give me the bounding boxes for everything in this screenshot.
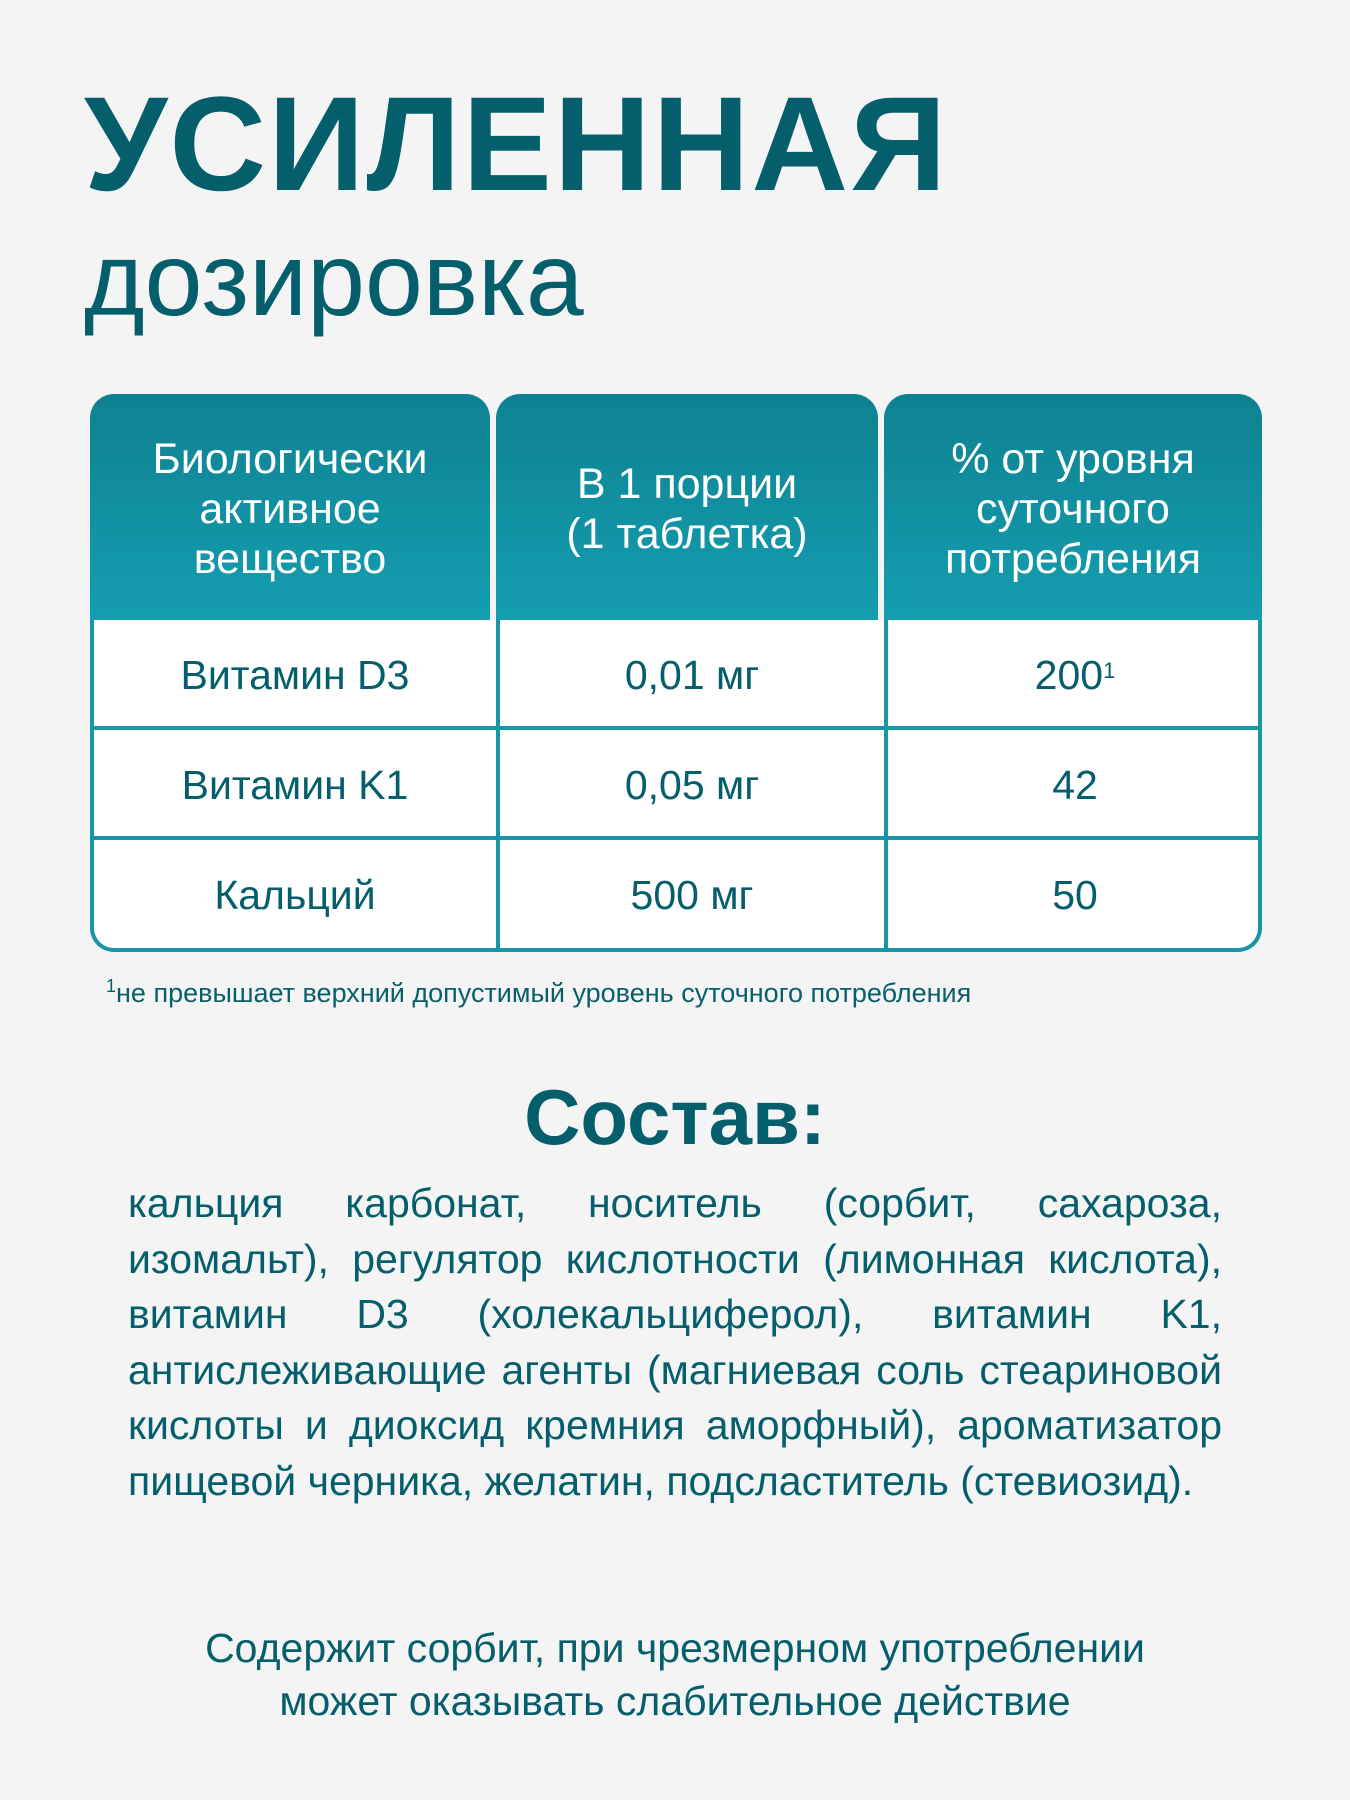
composition-title: Состав: <box>524 1073 826 1161</box>
table-body <box>90 620 1262 952</box>
column-header-percent: % от уровня суточного потребления <box>884 394 1262 624</box>
cell-substance: Кальций <box>214 871 376 918</box>
column-header-substance: Биологически активное вещество <box>90 394 490 624</box>
table-row <box>94 730 1258 840</box>
cell-dose: 500 мг <box>630 871 754 918</box>
cell-dose: 0,01 мг <box>624 651 760 698</box>
cell-substance: Витамин D3 <box>180 651 410 698</box>
nutrition-table <box>90 394 1262 952</box>
page-title: УСИЛЕННАЯ <box>84 70 949 219</box>
cell-percent: 42 <box>1052 761 1098 808</box>
footnote-mark: 1 <box>106 976 117 996</box>
percent-value: 200 <box>1034 651 1104 698</box>
table-row <box>94 840 1258 950</box>
footnote-text: не превышает верхний допустимый уровень суточного потребления <box>116 978 972 1008</box>
table-row <box>94 620 1258 730</box>
column-header-dose: В 1 порции (1 таблетка) <box>496 394 878 624</box>
cell-percent: 50 <box>1052 871 1098 918</box>
composition-text: кальция карбонат, носитель (сорбит, сахароза, изомальт), регулятор кислотности (лимонная кислота), витамин D3 (холекальциферол), витамин K1, антислеживающие агенты (магниевая соль стеариновой кислоты и диоксид кремния аморфный), ароматизатор пищевой черника, желатин, подсластитель (стевиозид). <box>128 1180 1222 1504</box>
footnote <box>106 978 971 1009</box>
cell-dose: 0,05 мг <box>624 761 760 808</box>
footnote-marker: 1 <box>1103 658 1116 683</box>
page-subtitle: дозировка <box>84 222 584 338</box>
cell-percent <box>888 620 1262 730</box>
cell-substance: Витамин K1 <box>181 761 409 808</box>
warning-text: Содержит сорбит, при чрезмерном употреблении может оказывать слабительное действие <box>205 1625 1145 1724</box>
